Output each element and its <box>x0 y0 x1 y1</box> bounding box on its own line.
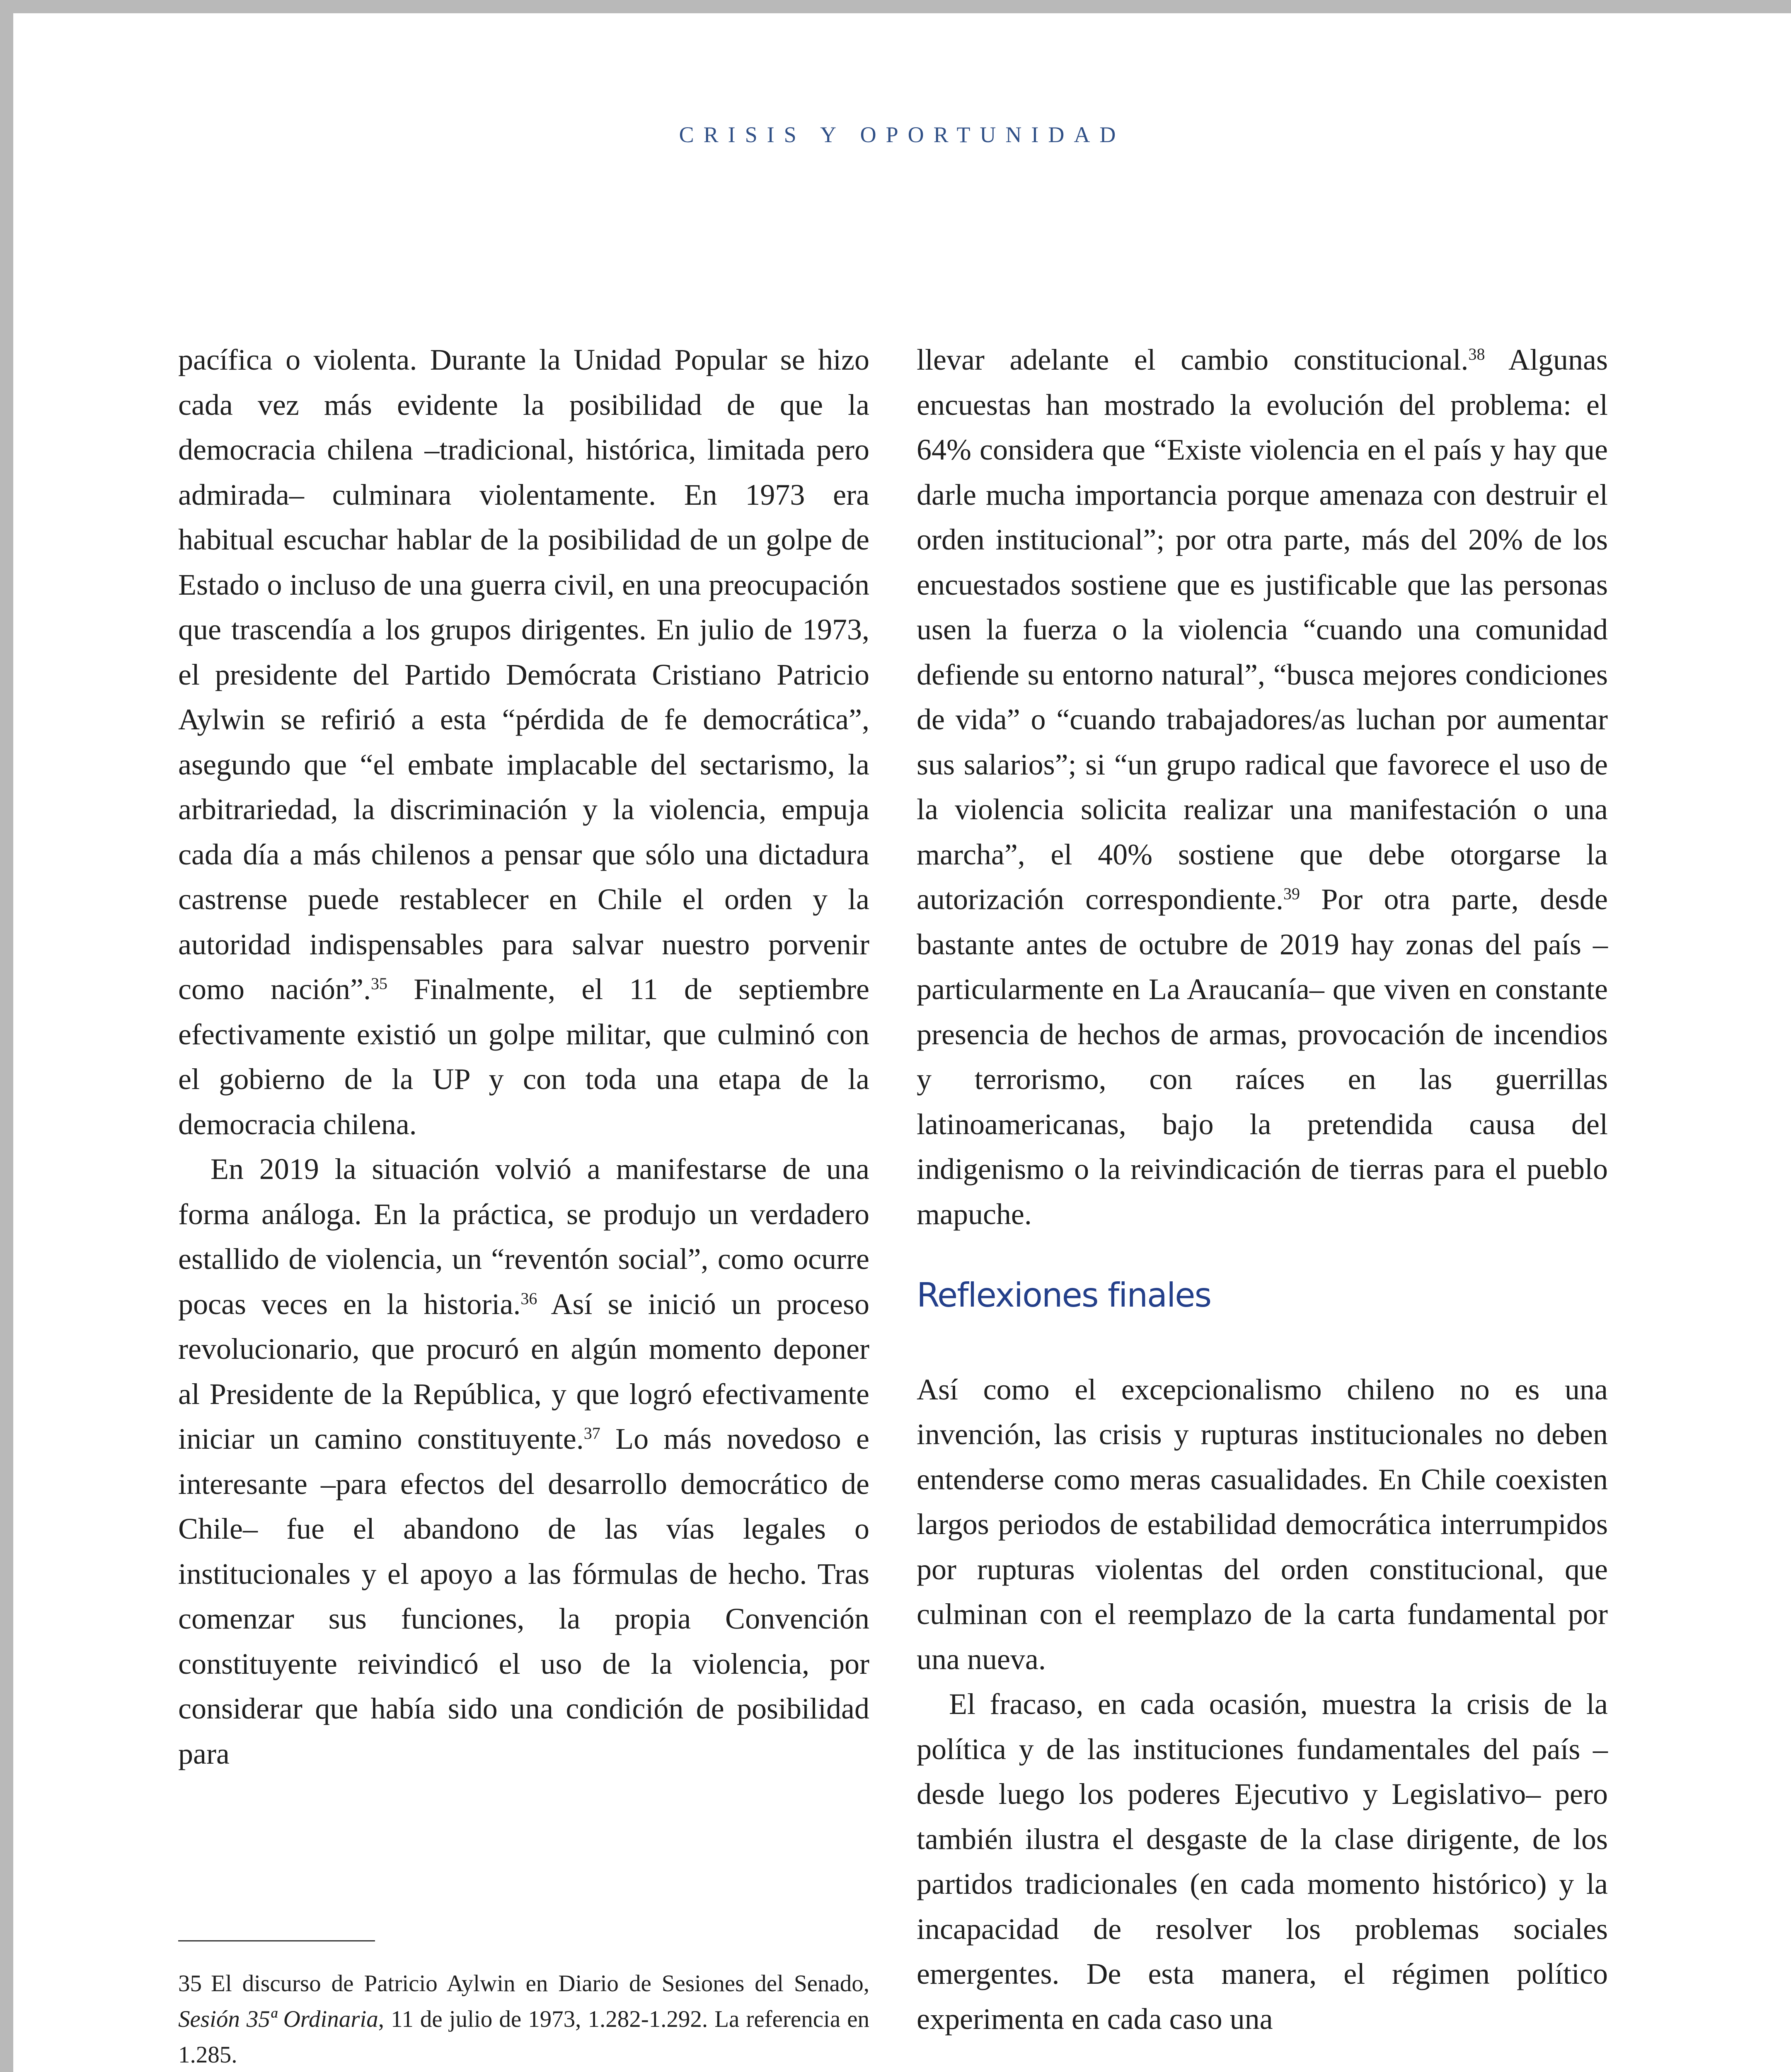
left-footnotes <box>178 1966 869 2072</box>
footnote-divider <box>178 1940 375 1941</box>
document-page <box>13 13 1791 2072</box>
paragraph: El fracaso, en cada ocasión, muestra la crisis de la política y de las instituciones fundamentales del país –desde luego los poderes Ejecutivo y Legislativo– pero también ilustra el desgaste de la clase dirigente, de los partidos tradicionales (en cada momento histórico) y la incapacidad de resolver los problemas sociales emergentes. De esta manera, el régimen político experimenta en cada caso una <box>917 1687 1608 2036</box>
paragraph: pacífica o violenta. Durante la Unidad Popular se hizo cada vez más evidente la posibilidad de que la democracia chilena –tradicional, histórica, limitada pero admirada– culminara violentamente. En 1973 era habitual escuchar hablar de la posibilidad de un golpe de Estado o incluso de una guerra civil, en una preocupación que trascendía a los grupos dirigentes. En julio de 1973, el presidente del Partido Demócrata Cristiano Patricio Aylwin se refirió a esta “pérdida de fe democrática”, asegundo que “el embate implacable del sectarismo, la arbitrariedad, la discriminación y la violencia, empuja cada día a más chilenos a pensar que sólo una dictadura castrense puede restablecer en Chile el orden y la autoridad indispensables para salvar nuestro porvenir como nación”.$^{35}$ Finalmente, el 11 de septiembre efectivamente existió un golpe militar, que culminó con el gobierno de la UP y con toda una etapa de la democracia chilena. <box>178 343 869 1141</box>
footnote-ref[interactable]: 38 <box>1468 345 1485 363</box>
footnote-ref[interactable]: 37 <box>583 1424 600 1443</box>
footnote-35: 35 El discurso de Patricio Aylwin en Diario de Sesiones del Senado, Sesión 35ª Ordinaria, 11 de julio de 1973, 1.282-1.292. La referencia en 1.285. <box>178 1970 869 2068</box>
paragraph: llevar adelante el cambio constitucional.$^{38}$ Algunas encuestas han mostrado la evolución del problema: el 64% considera que “Existe violencia en el país y hay que darle mucha importancia porque amenaza con destruir el orden institucional”; por otra parte, más del 20% de los encuestados sostiene que es justificable que las personas usen la fuerza o la violencia “cuando una comunidad defiende su entorno natural”, “busca mejores condiciones de vida” o “cuando trabajadores/as luchan por aumentar sus salarios”; si “un grupo radical que favorece el uso de la violencia solicita realizar una manifestación o una marcha”, el 40% sostiene que debe otorgarse la autorización correspondiente.$^{39}$ Por otra parte, desde bastante antes de octubre de 2019 hay zonas del país –particularmente en La Araucanía– que viven en constante presencia de hechos de armas, provocación de incendios y terrorismo, con raíces en las guerrillas latinoamericanas, bajo la pretendida causa del indigenismo o la reivindicación de tierras para el pueblo mapuche. <box>917 343 1608 1231</box>
footnote-ref[interactable]: 35 <box>371 974 388 993</box>
paragraph: Así como el excepcionalismo chileno no es una invención, las crisis y rupturas institucionales no deben entenderse como meras casualidades. En Chile coexisten largos periodos de estabilidad democrática interrumpidos por rupturas violentas del orden constitucional, que culminan con el reemplazo de la carta fundamental por una nueva. <box>917 1372 1608 1676</box>
left-column <box>178 337 869 1776</box>
footnote-ref[interactable]: 36 <box>520 1289 537 1308</box>
right-column <box>917 337 1608 2041</box>
footnote-ref[interactable]: 39 <box>1283 884 1300 903</box>
section-heading: Reflexiones finales <box>917 1276 1211 1314</box>
running-head: CRISIS Y OPORTUNIDAD <box>679 122 1125 147</box>
paragraph: En 2019 la situación volvió a manifestarse de una forma análoga. En la práctica, se produjo un verdadero estallido de violencia, un “reventón social”, como ocurre pocas veces en la historia.$^{36}$ Así se inició un proceso revolucionario, que procuró en algún momento deponer al Presidente de la República, y que logró efectivamente iniciar un camino constituyente.$^{37}$ Lo más novedoso e interesante –para efectos del desarrollo democrático de Chile– fue el abandono de las vías legales o institucionales y el apoyo a las fórmulas de hecho. Tras comenzar sus funciones, la propia Convención constituyente reivindicó el uso de la violencia, por considerar que había sido una condición de posibilidad para <box>178 1152 869 1770</box>
